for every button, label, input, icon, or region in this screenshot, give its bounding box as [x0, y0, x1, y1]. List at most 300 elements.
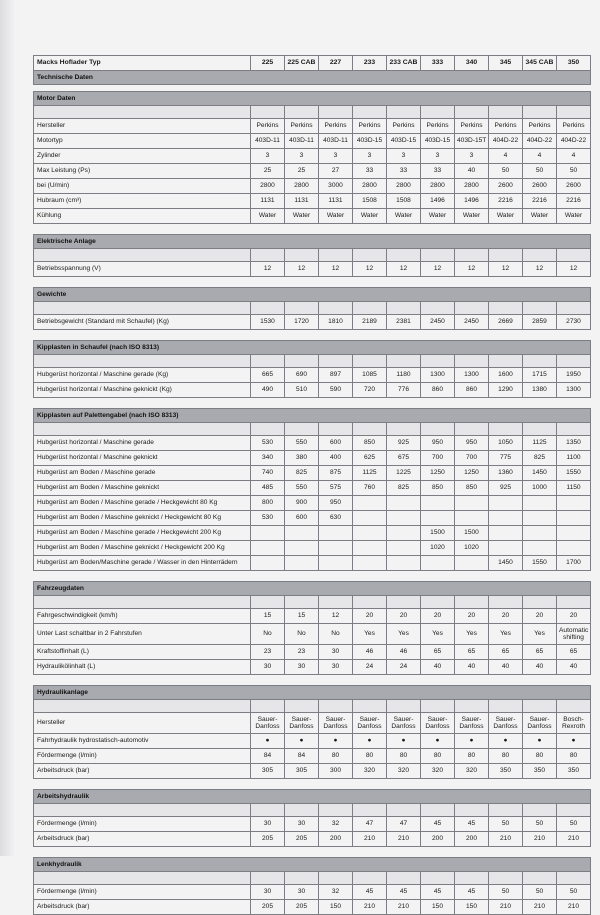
value-cell: 20: [353, 609, 387, 624]
table-row: [34, 368, 591, 383]
subband-cell: [285, 106, 319, 119]
table-row: [34, 511, 591, 526]
value-cell: 485: [251, 481, 285, 496]
table-row: [34, 609, 591, 624]
value-cell: 3: [387, 149, 421, 164]
value-cell: 403D-11: [319, 134, 353, 149]
model-header: 345: [489, 56, 523, 71]
row-label: Kraftstoffinhalt (L): [34, 645, 251, 660]
value-cell: 210: [353, 832, 387, 847]
value-cell: 45: [421, 817, 455, 832]
subband-cell: [387, 423, 421, 436]
subband-cell: [353, 872, 387, 885]
value-cell: 20: [387, 609, 421, 624]
row-label: Hubgerüst horizontal / Maschine geknickt: [34, 451, 251, 466]
value-cell: 50: [523, 817, 557, 832]
value-cell: 12: [455, 262, 489, 277]
section-header-hydraulik: [34, 686, 591, 700]
value-cell: Yes: [387, 624, 421, 645]
subband-cell: [353, 804, 387, 817]
value-cell: ●: [285, 734, 319, 749]
subband-cell: [319, 872, 353, 885]
value-cell: 40: [557, 660, 591, 675]
subband-cell: [455, 106, 489, 119]
section-subband: [34, 804, 591, 817]
section-spacer: [34, 571, 591, 582]
value-cell: 1125: [353, 466, 387, 481]
value-cell: 1125: [523, 436, 557, 451]
table-row: [34, 436, 591, 451]
value-cell: 205: [285, 832, 319, 847]
value-cell: Automatic shifting: [557, 624, 591, 645]
value-cell: 210: [489, 900, 523, 915]
value-cell: [523, 496, 557, 511]
subband-cell: [319, 249, 353, 262]
value-cell: 84: [285, 749, 319, 764]
value-cell: 200: [421, 832, 455, 847]
value-cell: 320: [421, 764, 455, 779]
value-cell: [557, 496, 591, 511]
value-cell: 1100: [557, 451, 591, 466]
value-cell: 45: [455, 885, 489, 900]
value-cell: 12: [319, 262, 353, 277]
value-cell: 575: [319, 481, 353, 496]
value-cell: 404D-22: [557, 134, 591, 149]
value-cell: [353, 556, 387, 571]
value-cell: 1500: [421, 526, 455, 541]
value-cell: 2800: [455, 179, 489, 194]
value-cell: ●: [523, 734, 557, 749]
subband-cell: [455, 249, 489, 262]
row-label: Betriebsspannung (V): [34, 262, 251, 277]
value-cell: 740: [251, 466, 285, 481]
value-cell: 2800: [251, 179, 285, 194]
subband-cell: [251, 872, 285, 885]
value-cell: 775: [489, 451, 523, 466]
value-cell: 720: [353, 383, 387, 398]
section-title: Fahrzeugdaten: [34, 582, 591, 596]
subband-cell: [489, 596, 523, 609]
subband-cell: [353, 596, 387, 609]
value-cell: 1131: [319, 194, 353, 209]
row-label: Fahrhydraulik hydrostatisch-automotiv: [34, 734, 251, 749]
subband-cell: [557, 596, 591, 609]
subband-cell: [421, 872, 455, 885]
value-cell: 875: [319, 466, 353, 481]
subband-cell: [319, 700, 353, 713]
value-cell: 850: [455, 481, 489, 496]
row-label: Hersteller: [34, 713, 251, 734]
value-cell: 12: [523, 262, 557, 277]
section-header-kipp-schaufel: [34, 341, 591, 355]
value-cell: 860: [455, 383, 489, 398]
value-cell: 210: [557, 832, 591, 847]
value-cell: 2450: [421, 315, 455, 330]
subband-cell: [34, 596, 251, 609]
row-label: Hydraulikölinhalt (L): [34, 660, 251, 675]
row-label: bei (U/min): [34, 179, 251, 194]
table-row: [34, 526, 591, 541]
value-cell: 860: [421, 383, 455, 398]
value-cell: 700: [421, 451, 455, 466]
value-cell: 80: [387, 749, 421, 764]
value-cell: 12: [557, 262, 591, 277]
subband-cell: [523, 249, 557, 262]
value-cell: 3: [285, 149, 319, 164]
value-cell: 12: [421, 262, 455, 277]
value-cell: 1450: [523, 466, 557, 481]
value-cell: Yes: [523, 624, 557, 645]
value-cell: 1496: [455, 194, 489, 209]
value-cell: 65: [455, 645, 489, 660]
value-cell: 2800: [353, 179, 387, 194]
section-title: Kipplasten auf Palettengabel (nach ISO 8313): [34, 409, 591, 423]
value-cell: 20: [421, 609, 455, 624]
subband-cell: [489, 106, 523, 119]
subband-cell: [353, 355, 387, 368]
value-cell: [421, 556, 455, 571]
value-cell: 25: [285, 164, 319, 179]
value-cell: 150: [455, 900, 489, 915]
subband-cell: [455, 872, 489, 885]
value-cell: 1500: [455, 526, 489, 541]
value-cell: 24: [353, 660, 387, 675]
subband-cell: [387, 249, 421, 262]
value-cell: [455, 496, 489, 511]
value-cell: [353, 541, 387, 556]
value-cell: 2800: [421, 179, 455, 194]
value-cell: 350: [523, 764, 557, 779]
subband-cell: [387, 106, 421, 119]
subband-cell: [353, 106, 387, 119]
value-cell: Perkins: [557, 119, 591, 134]
section-header-gewichte: [34, 288, 591, 302]
value-cell: Yes: [489, 624, 523, 645]
row-label: Hubgerüst am Boden / Maschine geknickt / Heckgewicht 200 Kg: [34, 541, 251, 556]
value-cell: 33: [387, 164, 421, 179]
table-row: [34, 817, 591, 832]
value-cell: [387, 511, 421, 526]
value-cell: 1700: [557, 556, 591, 571]
spacer-cell: [34, 571, 591, 582]
value-cell: 1180: [387, 368, 421, 383]
value-cell: [319, 541, 353, 556]
value-cell: 210: [387, 832, 421, 847]
value-cell: [489, 541, 523, 556]
value-cell: 80: [489, 749, 523, 764]
spacer-cell: [34, 224, 591, 235]
value-cell: 2800: [387, 179, 421, 194]
page-edge-shadow: [0, 0, 14, 856]
value-cell: 30: [251, 817, 285, 832]
row-label: Unter Last schaltbar in 2 Fahrstufen: [34, 624, 251, 645]
value-cell: 23: [251, 645, 285, 660]
spacer-cell: [34, 277, 591, 288]
value-cell: 210: [489, 832, 523, 847]
section-header-kipp-gabel: [34, 409, 591, 423]
subband-cell: [251, 423, 285, 436]
spec-table: [33, 55, 591, 915]
value-cell: Perkins: [421, 119, 455, 134]
value-cell: 33: [421, 164, 455, 179]
value-cell: 30: [319, 645, 353, 660]
subband-cell: [387, 355, 421, 368]
subband-cell: [34, 355, 251, 368]
table-row: [34, 466, 591, 481]
value-cell: Perkins: [455, 119, 489, 134]
model-header: 333: [421, 56, 455, 71]
section-spacer: [34, 779, 591, 790]
value-cell: [489, 511, 523, 526]
row-label: Arbeitsdruck (bar): [34, 900, 251, 915]
value-cell: 825: [523, 451, 557, 466]
value-cell: 1530: [251, 315, 285, 330]
row-label: Betriebsgewicht (Standard mit Schaufel) (Kg): [34, 315, 251, 330]
value-cell: 2189: [353, 315, 387, 330]
subband-cell: [523, 106, 557, 119]
row-label: Hubgerüst am Boden / Maschine gerade / Heckgewicht 200 Kg: [34, 526, 251, 541]
table-row: [34, 832, 591, 847]
row-label: Fördermenge (l/min): [34, 749, 251, 764]
subband-cell: [557, 302, 591, 315]
value-cell: [387, 541, 421, 556]
spacer-cell: [34, 398, 591, 409]
value-cell: 590: [319, 383, 353, 398]
subband-cell: [489, 302, 523, 315]
value-cell: 950: [421, 436, 455, 451]
row-label: Kühlung: [34, 209, 251, 224]
value-cell: 950: [455, 436, 489, 451]
subband-cell: [557, 804, 591, 817]
value-cell: ●: [251, 734, 285, 749]
value-cell: ●: [557, 734, 591, 749]
value-cell: Water: [489, 209, 523, 224]
table-row: [34, 496, 591, 511]
subband-cell: [489, 804, 523, 817]
value-cell: 1020: [455, 541, 489, 556]
row-label: Arbeitsdruck (bar): [34, 764, 251, 779]
row-label: Hersteller: [34, 119, 251, 134]
value-cell: [387, 526, 421, 541]
table-row: [34, 383, 591, 398]
subband-cell: [523, 700, 557, 713]
value-cell: 3: [251, 149, 285, 164]
value-cell: 1131: [251, 194, 285, 209]
value-cell: Sauer-Danfoss: [251, 713, 285, 734]
table-row: [34, 624, 591, 645]
row-label: Hubgerüst am Boden/Maschine gerade / Wasser in den Hinterrädern: [34, 556, 251, 571]
model-header: 233 CAB: [387, 56, 421, 71]
value-cell: 40: [455, 660, 489, 675]
subband-cell: [421, 596, 455, 609]
section-spacer: [34, 277, 591, 288]
subband-cell: [421, 700, 455, 713]
section-header-fahrzeug: [34, 582, 591, 596]
value-cell: [489, 496, 523, 511]
value-cell: 1020: [421, 541, 455, 556]
row-label: Max Leistung (Ps): [34, 164, 251, 179]
table-row: [34, 315, 591, 330]
table-row: [34, 262, 591, 277]
subband-cell: [421, 355, 455, 368]
row-label: Fahrgeschwindigkeit (km/h): [34, 609, 251, 624]
value-cell: 45: [387, 885, 421, 900]
subband-cell: [455, 596, 489, 609]
subband-cell: [387, 872, 421, 885]
table-row: [34, 749, 591, 764]
value-cell: 50: [489, 164, 523, 179]
subband-cell: [489, 872, 523, 885]
section-subband: [34, 872, 591, 885]
value-cell: 1290: [489, 383, 523, 398]
table-row: [34, 900, 591, 915]
section-title: Gewichte: [34, 288, 591, 302]
subband-cell: [34, 700, 251, 713]
value-cell: 403D-11: [251, 134, 285, 149]
subband-cell: [319, 596, 353, 609]
value-cell: 12: [285, 262, 319, 277]
subband-cell: [34, 872, 251, 885]
value-cell: 30: [285, 660, 319, 675]
subband-cell: [557, 700, 591, 713]
value-cell: 380: [285, 451, 319, 466]
value-cell: 40: [421, 660, 455, 675]
value-cell: 46: [387, 645, 421, 660]
value-cell: [353, 496, 387, 511]
value-cell: 625: [353, 451, 387, 466]
model-header: 345 CAB: [523, 56, 557, 71]
spacer-cell: [34, 85, 591, 92]
value-cell: Perkins: [489, 119, 523, 134]
value-cell: 1300: [421, 368, 455, 383]
subband-cell: [34, 106, 251, 119]
subband-cell: [285, 355, 319, 368]
value-cell: 15: [285, 609, 319, 624]
section-spacer: [34, 85, 591, 92]
value-cell: 20: [455, 609, 489, 624]
row-label: Hubgerüst am Boden / Maschine geknickt / Heckgewicht 80 Kg: [34, 511, 251, 526]
value-cell: 24: [387, 660, 421, 675]
value-cell: 403D-15T: [455, 134, 489, 149]
value-cell: Perkins: [387, 119, 421, 134]
value-cell: 40: [455, 164, 489, 179]
value-cell: 32: [319, 885, 353, 900]
section-subband: [34, 700, 591, 713]
value-cell: 850: [353, 436, 387, 451]
subband-cell: [455, 423, 489, 436]
value-cell: 30: [251, 660, 285, 675]
value-cell: Yes: [353, 624, 387, 645]
table-row: [34, 451, 591, 466]
value-cell: 403D-15: [387, 134, 421, 149]
subband-cell: [523, 804, 557, 817]
value-cell: [353, 526, 387, 541]
value-cell: Perkins: [251, 119, 285, 134]
table-row: [34, 764, 591, 779]
subband-cell: [251, 355, 285, 368]
value-cell: 50: [557, 817, 591, 832]
value-cell: 50: [489, 885, 523, 900]
value-cell: 210: [523, 832, 557, 847]
subband-cell: [523, 302, 557, 315]
value-cell: 320: [353, 764, 387, 779]
table-row: [34, 660, 591, 675]
value-cell: 1250: [421, 466, 455, 481]
value-cell: 50: [489, 817, 523, 832]
value-cell: 80: [319, 749, 353, 764]
value-cell: 12: [353, 262, 387, 277]
subband-cell: [285, 249, 319, 262]
subband-cell: [285, 423, 319, 436]
value-cell: 550: [285, 481, 319, 496]
value-cell: Water: [455, 209, 489, 224]
value-cell: Sauer-Danfoss: [319, 713, 353, 734]
subband-cell: [353, 249, 387, 262]
value-cell: 20: [557, 609, 591, 624]
value-cell: 1050: [489, 436, 523, 451]
value-cell: Water: [523, 209, 557, 224]
value-cell: 300: [319, 764, 353, 779]
value-cell: Sauer-Danfoss: [523, 713, 557, 734]
subband-cell: [387, 596, 421, 609]
value-cell: [387, 496, 421, 511]
value-cell: 1300: [455, 368, 489, 383]
section-spacer: [34, 330, 591, 341]
value-cell: 350: [557, 764, 591, 779]
table-row: [34, 164, 591, 179]
subband-cell: [285, 302, 319, 315]
value-cell: Water: [421, 209, 455, 224]
value-cell: 340: [251, 451, 285, 466]
value-cell: 690: [285, 368, 319, 383]
table-row: [34, 885, 591, 900]
section-subband: [34, 302, 591, 315]
value-cell: [387, 556, 421, 571]
value-cell: No: [319, 624, 353, 645]
value-cell: 2381: [387, 315, 421, 330]
section-title: Hydraulikanlage: [34, 686, 591, 700]
value-cell: [523, 511, 557, 526]
row-label: Hubgerüst horizontal / Maschine gerade: [34, 436, 251, 451]
value-cell: 2859: [523, 315, 557, 330]
subband-cell: [251, 249, 285, 262]
value-cell: 84: [251, 749, 285, 764]
value-cell: 2600: [489, 179, 523, 194]
value-cell: 3: [353, 149, 387, 164]
value-cell: 150: [319, 900, 353, 915]
subband-cell: [557, 423, 591, 436]
value-cell: 760: [353, 481, 387, 496]
subband-cell: [455, 700, 489, 713]
table-row: [34, 645, 591, 660]
subband-cell: [421, 423, 455, 436]
subband-cell: [489, 355, 523, 368]
value-cell: 1225: [387, 466, 421, 481]
value-cell: 1550: [523, 556, 557, 571]
subband-cell: [557, 106, 591, 119]
value-cell: Water: [285, 209, 319, 224]
value-cell: 2600: [557, 179, 591, 194]
value-cell: No: [285, 624, 319, 645]
value-cell: Perkins: [523, 119, 557, 134]
value-cell: 776: [387, 383, 421, 398]
subband-cell: [319, 302, 353, 315]
value-cell: 825: [387, 481, 421, 496]
value-cell: [557, 541, 591, 556]
section-spacer: [34, 675, 591, 686]
subband-cell: [421, 249, 455, 262]
value-cell: 27: [319, 164, 353, 179]
